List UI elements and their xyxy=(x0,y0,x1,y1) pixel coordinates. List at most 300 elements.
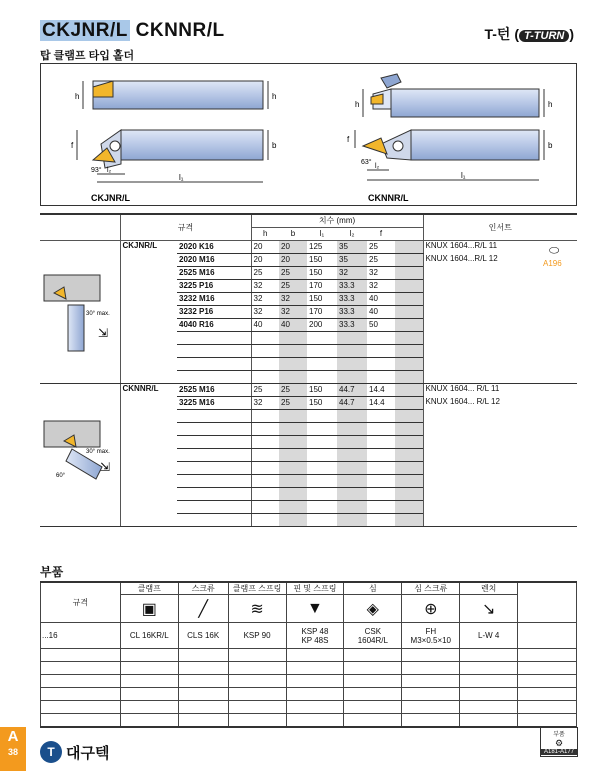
parts-col-3: 핀 및 스프링 xyxy=(286,582,344,595)
empty-cell xyxy=(178,649,228,662)
parts-empty-row xyxy=(41,688,577,701)
dim-l1 xyxy=(307,513,337,526)
dim-l2 xyxy=(337,357,367,370)
dim-b xyxy=(279,448,307,461)
dim-f xyxy=(367,357,395,370)
empty-cell xyxy=(228,701,286,714)
dim-b xyxy=(279,409,307,422)
dim-f xyxy=(367,487,395,500)
cknnr-application-sketch xyxy=(42,415,120,505)
part-code: KSP 90 xyxy=(228,623,286,649)
part-code: KSP 48 KP 48S xyxy=(286,623,344,649)
dim-f: 25 xyxy=(367,253,395,266)
dim-l1 xyxy=(307,474,337,487)
col-dim-3: l₂ xyxy=(337,227,367,240)
empty-cell xyxy=(460,688,518,701)
empty-cell xyxy=(41,649,121,662)
dim-f xyxy=(367,513,395,526)
dim-b: 25 xyxy=(279,396,307,409)
dim-l1 xyxy=(307,461,337,474)
tool-drawings xyxy=(41,64,576,205)
empty-cell xyxy=(41,714,121,727)
dim-l2 xyxy=(337,500,367,513)
insert-page-ref: A196 xyxy=(543,259,562,268)
dim-b: 32 xyxy=(279,305,307,318)
dim-l2 xyxy=(337,344,367,357)
empty-cell xyxy=(518,714,577,727)
dim-l2 xyxy=(337,461,367,474)
empty-cell xyxy=(120,701,178,714)
logo-mark-icon: T xyxy=(40,741,62,763)
dim-b: 25 xyxy=(279,383,307,396)
dim-h: 40 xyxy=(251,318,279,331)
dim-h: 32 xyxy=(251,396,279,409)
brand-badge: T-TURN xyxy=(519,30,569,42)
angle-label: 63° xyxy=(361,159,372,166)
dim-l2: 33.3 xyxy=(337,305,367,318)
dim-b: 20 xyxy=(279,240,307,253)
dim-l2: 33.3 xyxy=(337,279,367,292)
dim-h xyxy=(251,331,279,344)
col-dim-2: l₁ xyxy=(307,227,337,240)
dim-spacer xyxy=(395,344,423,357)
col-dim-4: f xyxy=(367,227,395,240)
empty-cell xyxy=(120,714,178,727)
ckjnr-application-sketch xyxy=(42,265,120,355)
empty-cell xyxy=(178,701,228,714)
dim-l2 xyxy=(337,409,367,422)
dim-l2 xyxy=(337,513,367,526)
dim-l1: 170 xyxy=(307,305,337,318)
dim-f: 25 xyxy=(367,240,395,253)
dim-h xyxy=(251,513,279,526)
dim-spacer xyxy=(395,305,423,318)
dim-spacer xyxy=(395,422,423,435)
dim-f xyxy=(367,331,395,344)
spec-code xyxy=(177,357,251,370)
spring-icon: ≋ xyxy=(228,595,286,623)
empty-cell xyxy=(41,662,121,675)
dim-spacer xyxy=(395,383,423,396)
angle-label: 93° xyxy=(91,167,102,174)
spec-code xyxy=(177,448,251,461)
dim-h-label: h xyxy=(272,92,277,101)
dim-spacer xyxy=(395,279,423,292)
empty-cell xyxy=(344,662,402,675)
dim-l2 xyxy=(337,448,367,461)
spec-code: 3225 P16 xyxy=(177,279,251,292)
section-tab: A 38 xyxy=(0,727,26,771)
dim-l1 xyxy=(307,357,337,370)
dim-f xyxy=(367,370,395,383)
dim-h xyxy=(251,422,279,435)
dim-f: 32 xyxy=(367,266,395,279)
dim-spacer xyxy=(395,513,423,526)
spec-code: 2020 M16 xyxy=(177,253,251,266)
insert-code: KNUX 1604... R/L 12 xyxy=(425,396,500,406)
dim-f xyxy=(367,461,395,474)
wrench-icon: ↘ xyxy=(460,595,518,623)
empty-cell xyxy=(228,714,286,727)
parts-header-row xyxy=(41,582,577,595)
dim-l1 xyxy=(307,409,337,422)
angle-note: 30° max. xyxy=(86,449,110,455)
dim-b xyxy=(279,357,307,370)
dim-l2 xyxy=(337,474,367,487)
dim-l1: 125 xyxy=(307,240,337,253)
empty-cell xyxy=(120,649,178,662)
parts-col-2: 클램프 스프링 xyxy=(228,582,286,595)
angle-label: 60° xyxy=(56,473,66,479)
empty-cell xyxy=(402,662,460,675)
empty-cell xyxy=(120,688,178,701)
empty-cell xyxy=(402,714,460,727)
dim-b: 25 xyxy=(279,266,307,279)
dim-b xyxy=(279,331,307,344)
parts-empty-row xyxy=(41,662,577,675)
parts-empty-row xyxy=(41,701,577,714)
empty-cell xyxy=(344,649,402,662)
empty-cell xyxy=(402,701,460,714)
dim-h: 32 xyxy=(251,292,279,305)
part-code: CL 16KR/L xyxy=(120,623,178,649)
dim-b xyxy=(279,487,307,500)
dim-spacer xyxy=(395,500,423,513)
parts-col-6: 렌치 xyxy=(460,582,518,595)
dim-h xyxy=(251,344,279,357)
spec-code xyxy=(177,500,251,513)
dim-h xyxy=(251,461,279,474)
spec-code xyxy=(177,487,251,500)
empty-cell xyxy=(518,675,577,688)
col-dims: 치수 (mm) xyxy=(251,214,423,227)
page-number: 38 xyxy=(7,747,18,757)
dim-f xyxy=(367,409,395,422)
group-name: CKNNR/L xyxy=(120,383,177,526)
col-dim-spacer xyxy=(395,227,423,240)
dim-f: 14.4 xyxy=(367,383,395,396)
dim-l2: 44.7 xyxy=(337,383,367,396)
dim-b xyxy=(279,344,307,357)
dim-l1 xyxy=(307,487,337,500)
dim-l1: 150 xyxy=(307,292,337,305)
spec-table xyxy=(40,213,577,527)
dim-h xyxy=(251,435,279,448)
clamp-icon: ▣ xyxy=(120,595,178,623)
empty-cell xyxy=(344,688,402,701)
spec-code xyxy=(177,422,251,435)
dim-f xyxy=(367,474,395,487)
empty-cell xyxy=(41,675,121,688)
empty-cell xyxy=(178,675,228,688)
left-side-view xyxy=(75,81,276,109)
spec-code: 2525 M16 xyxy=(177,383,251,396)
dim-l2: 33.3 xyxy=(337,292,367,305)
dim-spacer xyxy=(395,318,423,331)
table-row xyxy=(40,383,577,396)
dim-f: 32 xyxy=(367,279,395,292)
dim-l2: 32 xyxy=(337,266,367,279)
parts-data-row xyxy=(41,623,577,649)
dim-spacer xyxy=(395,266,423,279)
parts-spec: ...16 xyxy=(41,623,121,649)
shim-icon: ◈ xyxy=(344,595,402,623)
dim-h: 25 xyxy=(251,266,279,279)
dim-h xyxy=(251,370,279,383)
spec-code: 2525 M16 xyxy=(177,266,251,279)
dim-l1 xyxy=(307,422,337,435)
empty-cell xyxy=(120,675,178,688)
empty-cell xyxy=(228,675,286,688)
dim-l1 xyxy=(307,435,337,448)
dim-spacer xyxy=(395,357,423,370)
spec-code xyxy=(177,474,251,487)
shim-screw-icon: ⊕ xyxy=(402,595,460,623)
dim-b: 40 xyxy=(279,318,307,331)
screw-icon: ⚙ xyxy=(554,738,564,748)
drawing-panel xyxy=(40,63,577,206)
spec-code xyxy=(177,409,251,422)
dim-h xyxy=(251,487,279,500)
spec-code: 3225 M16 xyxy=(177,396,251,409)
dim-l1 xyxy=(307,370,337,383)
right-caption: CKNNR/L xyxy=(368,193,409,203)
col-insert: 인서트 xyxy=(423,214,577,240)
empty-cell xyxy=(286,688,344,701)
parts-table xyxy=(40,581,577,728)
empty-cell xyxy=(460,662,518,675)
empty-cell xyxy=(402,688,460,701)
empty-cell xyxy=(460,675,518,688)
dim-h: 20 xyxy=(251,240,279,253)
spec-code xyxy=(177,344,251,357)
empty-cell xyxy=(402,649,460,662)
dim-h-label: h xyxy=(548,100,553,109)
empty-cell xyxy=(518,649,577,662)
dim-f: 40 xyxy=(367,292,395,305)
dim-l2 xyxy=(337,487,367,500)
col-dim-0: h xyxy=(251,227,279,240)
spec-code: 2020 K16 xyxy=(177,240,251,253)
empty-cell xyxy=(178,662,228,675)
empty-cell xyxy=(120,662,178,675)
spec-code xyxy=(177,435,251,448)
dim-l2: 44.7 xyxy=(337,396,367,409)
dim-f xyxy=(367,500,395,513)
dim-l1-label: l₁ xyxy=(461,171,466,180)
dim-h: 20 xyxy=(251,253,279,266)
dim-l1: 150 xyxy=(307,253,337,266)
dim-b xyxy=(279,500,307,513)
empty-cell xyxy=(460,714,518,727)
direction-arrows-icon: ⇲ xyxy=(100,460,111,474)
parts-col-5: 심 스크류 xyxy=(402,582,460,595)
empty-cell xyxy=(41,688,121,701)
empty-cell xyxy=(286,649,344,662)
dim-l1: 200 xyxy=(307,318,337,331)
dim-h: 25 xyxy=(251,383,279,396)
right-top-view xyxy=(347,130,553,203)
dim-l1 xyxy=(307,448,337,461)
empty-cell xyxy=(286,662,344,675)
direction-arrows-icon: ⇲ xyxy=(98,326,109,340)
insert-code: KNUX 1604... R/L 11 xyxy=(425,383,500,393)
empty-cell xyxy=(178,688,228,701)
parts-col-spec: 규격 xyxy=(41,582,121,623)
part-code: FH M3×0.5×10 xyxy=(402,623,460,649)
dim-spacer xyxy=(395,461,423,474)
company-logo: T 대구텍 xyxy=(40,741,109,763)
part-code: CSK 1604R/L xyxy=(344,623,402,649)
parts-empty-row xyxy=(41,649,577,662)
dim-l1: 150 xyxy=(307,396,337,409)
spec-code: 4040 R16 xyxy=(177,318,251,331)
pin-spring-icon: ▼ xyxy=(286,595,344,623)
parts-col-4: 심 xyxy=(344,582,402,595)
empty-cell xyxy=(518,701,577,714)
brand-label: T-턴 ( T-TURN ) xyxy=(484,26,574,42)
angle-note: 30° max. xyxy=(86,311,110,317)
dim-spacer xyxy=(395,409,423,422)
dim-f: 40 xyxy=(367,305,395,318)
insert-code: KNUX 1604...R/L 11 xyxy=(425,240,498,250)
insert-cell xyxy=(423,383,577,526)
dim-l2: 35 xyxy=(337,253,367,266)
dim-f xyxy=(367,435,395,448)
dim-b xyxy=(279,435,307,448)
dim-l2 xyxy=(337,422,367,435)
dim-f: 14.4 xyxy=(367,396,395,409)
parts-blank xyxy=(518,623,577,649)
empty-cell xyxy=(286,714,344,727)
parts-section-title: 부품 xyxy=(40,565,64,579)
spec-code xyxy=(177,461,251,474)
dim-l2: 33.3 xyxy=(337,318,367,331)
dim-spacer xyxy=(395,448,423,461)
spec-code: 3232 P16 xyxy=(177,305,251,318)
insert-code: KNUX 1604...R/L 12 xyxy=(425,253,498,263)
empty-cell xyxy=(286,675,344,688)
dim-l1-label: l₁ xyxy=(179,173,184,182)
parts-empty-row xyxy=(41,675,577,688)
dim-l2 xyxy=(337,370,367,383)
empty-cell xyxy=(286,701,344,714)
insert-shape-icon: ⬭ xyxy=(549,243,560,257)
dim-b: 20 xyxy=(279,253,307,266)
empty-cell xyxy=(344,714,402,727)
spec-code xyxy=(177,513,251,526)
part-code: L-W 4 xyxy=(460,623,518,649)
dim-spacer xyxy=(395,292,423,305)
dim-b xyxy=(279,370,307,383)
col-dim-1: b xyxy=(279,227,307,240)
empty-cell xyxy=(518,688,577,701)
dim-b: 25 xyxy=(279,279,307,292)
dim-l1 xyxy=(307,331,337,344)
dim-h-label: h xyxy=(355,100,360,109)
dim-b-label: b xyxy=(548,141,553,150)
dim-l2: 35 xyxy=(337,240,367,253)
parts-col-0: 클램프 xyxy=(120,582,178,595)
dim-l2-label: l₂ xyxy=(107,167,112,174)
empty-cell xyxy=(228,649,286,662)
dim-l2-label: l₂ xyxy=(375,163,380,170)
parts-badge: 부품 ⚙ A181-A177 xyxy=(540,727,578,757)
left-caption: CKJNR/L xyxy=(91,193,131,203)
empty-cell xyxy=(460,701,518,714)
dim-b-label: b xyxy=(272,141,277,150)
table-row xyxy=(40,240,577,253)
dim-l2 xyxy=(337,435,367,448)
dim-f-label: f xyxy=(347,135,350,144)
dim-spacer xyxy=(395,435,423,448)
parts-empty-row xyxy=(41,714,577,727)
dim-l1: 150 xyxy=(307,383,337,396)
dim-l2 xyxy=(337,331,367,344)
dim-f xyxy=(367,344,395,357)
dim-spacer xyxy=(395,474,423,487)
dim-h xyxy=(251,500,279,513)
dim-b xyxy=(279,513,307,526)
dim-h xyxy=(251,474,279,487)
dim-h xyxy=(251,357,279,370)
dim-f-label: f xyxy=(71,141,74,150)
dim-spacer xyxy=(395,370,423,383)
parts-col-blank xyxy=(518,582,577,623)
dim-b: 32 xyxy=(279,292,307,305)
spec-code xyxy=(177,331,251,344)
dim-h: 32 xyxy=(251,305,279,318)
parts-col-1: 스크류 xyxy=(178,582,228,595)
page-subtitle: 탑 클램프 타입 홀더 xyxy=(40,50,135,62)
dim-l1 xyxy=(307,344,337,357)
empty-cell xyxy=(41,701,121,714)
dim-spacer xyxy=(395,253,423,266)
dim-h xyxy=(251,448,279,461)
empty-cell xyxy=(178,714,228,727)
dim-l1: 150 xyxy=(307,266,337,279)
empty-cell xyxy=(402,675,460,688)
empty-cell xyxy=(228,688,286,701)
spec-corner xyxy=(40,214,120,240)
dim-h-label: h xyxy=(75,92,80,101)
spec-code: 3232 M16 xyxy=(177,292,251,305)
dim-b xyxy=(279,474,307,487)
dim-b xyxy=(279,422,307,435)
empty-cell xyxy=(344,701,402,714)
left-top-view xyxy=(71,130,277,203)
dim-f: 50 xyxy=(367,318,395,331)
dim-spacer xyxy=(395,396,423,409)
dim-spacer xyxy=(395,240,423,253)
screw-icon: ╱ xyxy=(178,595,228,623)
dim-l1: 170 xyxy=(307,279,337,292)
dim-f xyxy=(367,422,395,435)
dim-f xyxy=(367,448,395,461)
dim-l1 xyxy=(307,500,337,513)
part-code: CLS 16K xyxy=(178,623,228,649)
dim-b xyxy=(279,461,307,474)
dim-h: 32 xyxy=(251,279,279,292)
empty-cell xyxy=(228,662,286,675)
col-spec: 규격 xyxy=(120,214,251,240)
dim-spacer xyxy=(395,331,423,344)
right-side-view xyxy=(355,74,552,117)
group-name: CKJNR/L xyxy=(120,240,177,383)
empty-cell xyxy=(344,675,402,688)
dim-h xyxy=(251,409,279,422)
empty-cell xyxy=(460,649,518,662)
